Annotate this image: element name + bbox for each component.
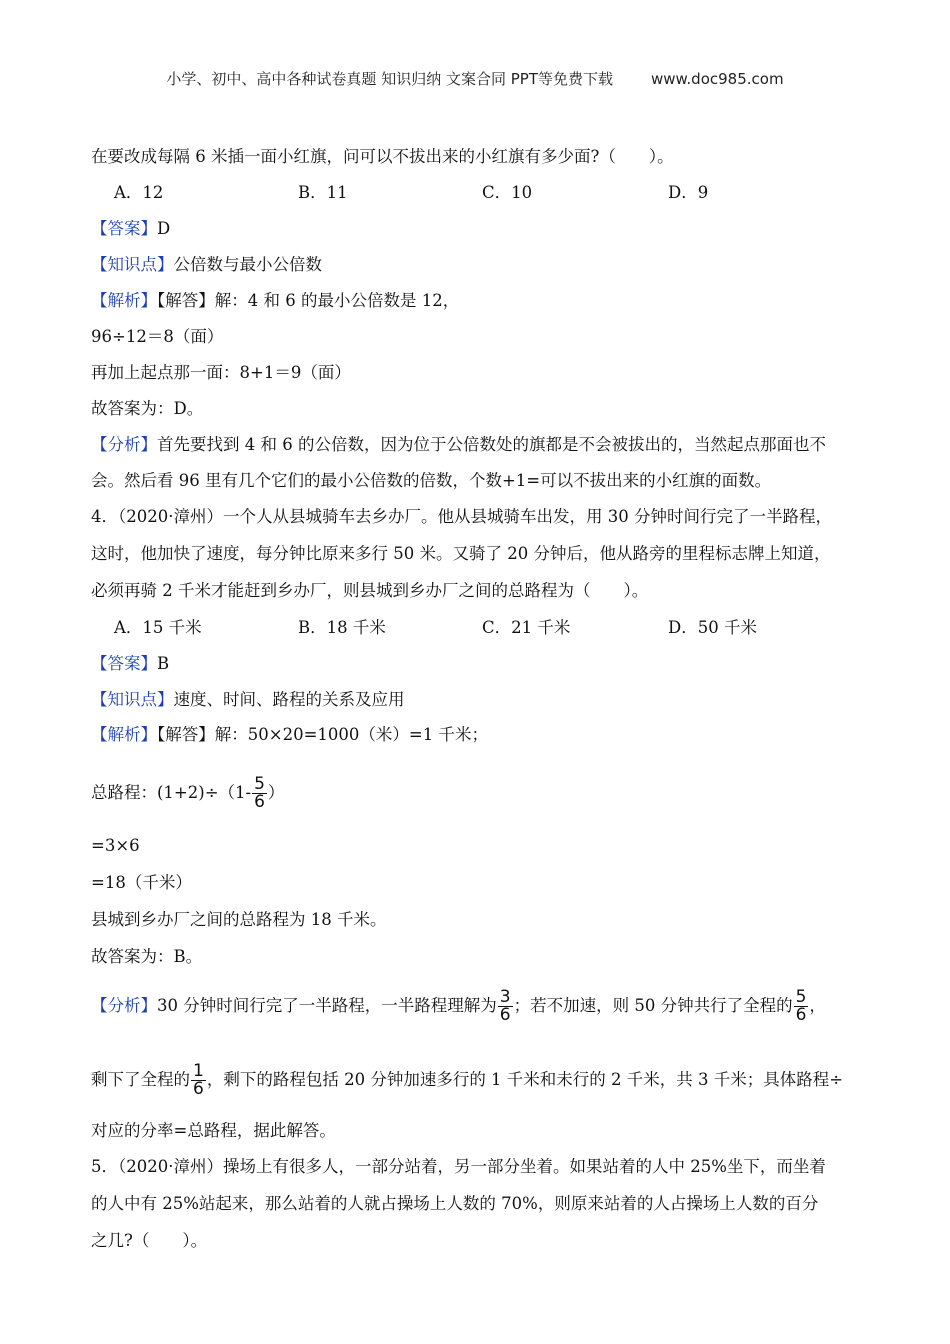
q4-final-answer: 故答案为：B。 xyxy=(91,947,203,966)
header-text: 小学、初中、高中各种试卷真题 知识归纳 文案合同 PPT等免费下载 xyxy=(166,70,613,88)
fraction-five-sixths xyxy=(252,776,267,811)
reasoning-text: 首先要找到 4 和 6 的公倍数，因为位于公倍数处的旗都是不会被拔出的，当然起点那面也不 xyxy=(157,435,826,454)
analysis-text: 解：50×20=1000（米）=1 千米； xyxy=(214,725,488,744)
analysis-text: 解：4 和 6 的最小公倍数是 12， xyxy=(214,291,460,310)
reasoning-text: 30 分钟时间行完了一半路程，一半路程理解为 xyxy=(157,996,497,1015)
fraction-numerator: 5 xyxy=(795,987,807,1007)
q4-option-b: B．18 千米 xyxy=(298,618,386,637)
reasoning-text: ；若不加速，则 50 分钟共行了全程的 xyxy=(513,996,793,1015)
q4-stem-line2: 这时，他加快了速度，每分钟比原来多行 50 米。又骑了 20 分钟后，他从路旁的里程标志牌上知道， xyxy=(91,544,831,563)
q3-answer xyxy=(91,218,170,240)
fraction-one-sixth xyxy=(191,1063,206,1098)
header-url[interactable]: www.doc985.com xyxy=(650,70,784,88)
knowledge-value: 速度、时间、路程的关系及应用 xyxy=(173,690,405,709)
reasoning-text: ， xyxy=(809,996,826,1015)
q3-reasoning-line1 xyxy=(91,434,826,456)
reasoning-tag: 【分析】 xyxy=(91,435,157,454)
answer-value: D xyxy=(157,219,171,238)
q4-stem-line1: 4．（2020·漳州）一个人从县城骑车去乡办厂。他从县城骑车出发，用 30 分钟时间行完了一半路程， xyxy=(91,507,832,526)
fraction-denominator: 6 xyxy=(499,1005,511,1025)
q4-option-c: C．21 千米 xyxy=(482,618,571,637)
answer-value: B xyxy=(157,654,170,673)
knowledge-value: 公倍数与最小公倍数 xyxy=(173,255,322,274)
fraction-numerator: 3 xyxy=(499,987,511,1007)
q3-stem: 在要改成每隔 6 米插一面小红旗，问可以不拔出来的小红旗有多少面?（ ）。 xyxy=(91,147,674,166)
knowledge-tag: 【知识点】 xyxy=(91,255,174,274)
fraction-numerator: 5 xyxy=(254,774,265,794)
q3-option-b: B．11 xyxy=(298,183,348,202)
q3-analysis-line4: 故答案为：D。 xyxy=(91,399,204,418)
solution-tag: 【解答】 xyxy=(157,725,215,744)
reasoning-tag: 【分析】 xyxy=(91,996,157,1015)
q4-answer xyxy=(91,653,169,675)
q4-calc-line3: =18（千米） xyxy=(91,873,192,892)
q4-reasoning-line2 xyxy=(91,1058,843,1102)
formula-prefix: 总路程：(1+2)÷（1- xyxy=(91,783,252,802)
q4-conclusion: 县城到乡办厂之间的总路程为 18 千米。 xyxy=(91,910,387,929)
q3-analysis-line2: 96÷12＝8（面） xyxy=(91,327,224,346)
formula-suffix: ） xyxy=(267,783,285,802)
fraction-numerator: 1 xyxy=(193,1061,204,1081)
q5-stem-line3: 之几?（ ）。 xyxy=(91,1231,208,1250)
q3-option-c: C．10 xyxy=(482,183,533,202)
q4-option-d: D．50 千米 xyxy=(668,618,757,637)
q4-analysis-line1 xyxy=(91,724,488,746)
page-header xyxy=(0,68,950,89)
q3-analysis-line3: 再加上起点那一面：8+1＝9（面） xyxy=(91,363,351,382)
fraction-denominator: 6 xyxy=(254,792,265,812)
fraction-five-sixths xyxy=(794,989,809,1024)
analysis-tag: 【解析】 xyxy=(91,291,157,310)
answer-tag: 【答案】 xyxy=(91,654,157,673)
reasoning-text: ，剩下的路程包括 20 分钟加速多行的 1 千米和未行的 2 千米，共 3 千米；具体路程÷ xyxy=(206,1070,844,1089)
analysis-tag: 【解析】 xyxy=(91,725,157,744)
q3-option-d: D．9 xyxy=(668,183,709,202)
q5-stem-line1: 5．（2020·漳州）操场上有很多人，一部分站着，另一部分坐着。如果站着的人中 25%坐下，而坐着 xyxy=(91,1157,826,1176)
fraction-denominator: 6 xyxy=(795,1005,807,1025)
reasoning-text: 剩下了全程的 xyxy=(91,1070,190,1089)
q4-reasoning-line3: 对应的分率=总路程，据此解答。 xyxy=(91,1121,336,1140)
fraction-three-sixths xyxy=(498,989,513,1024)
q4-option-a: A．15 千米 xyxy=(114,618,202,637)
q3-knowledge-point xyxy=(91,254,322,276)
answer-tag: 【答案】 xyxy=(91,219,157,238)
q4-calc-line2: =3×6 xyxy=(91,836,140,855)
q3-analysis-line1 xyxy=(91,290,459,312)
q4-reasoning-line1 xyxy=(91,984,826,1028)
q4-stem-line3: 必须再骑 2 千米才能赶到乡办厂，则县城到乡办厂之间的总路程为（ ）。 xyxy=(91,581,649,600)
q5-stem-line2: 的人中有 25%站起来，那么站着的人就占操场上人数的 70%，则原来站着的人占操场上人数的百分 xyxy=(91,1194,819,1213)
q4-total-formula xyxy=(91,773,284,813)
fraction-denominator: 6 xyxy=(193,1079,204,1099)
q4-knowledge-point xyxy=(91,689,405,711)
q3-option-a: A．12 xyxy=(114,183,164,202)
q3-reasoning-line2: 会。然后看 96 里有几个它们的最小公倍数的倍数，个数+1=可以不拔出来的小红旗的面数。 xyxy=(91,471,772,490)
solution-tag: 【解答】 xyxy=(157,291,215,310)
knowledge-tag: 【知识点】 xyxy=(91,690,174,709)
